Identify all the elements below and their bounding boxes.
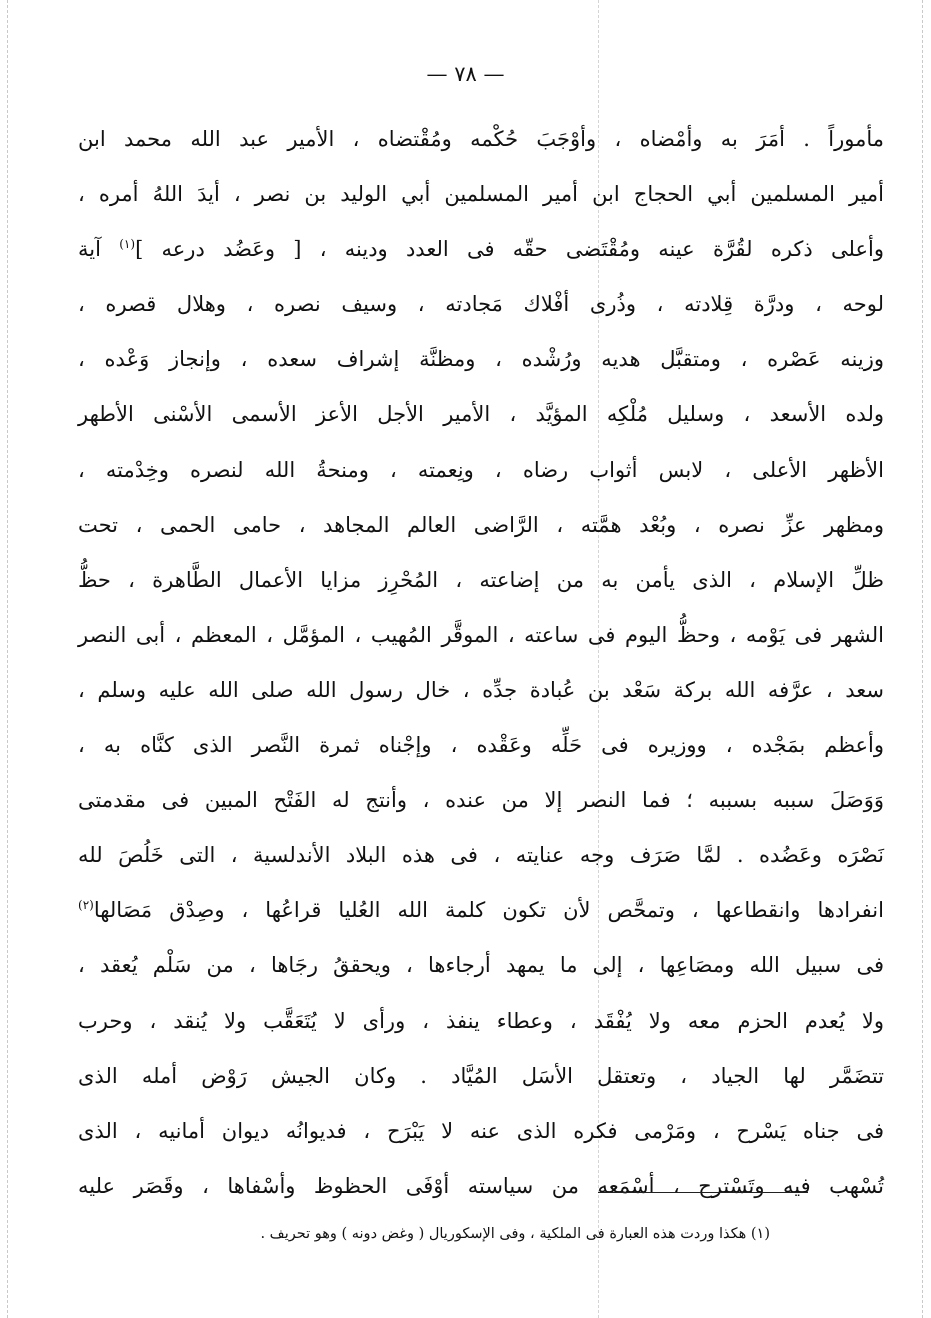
text-line: ولا يُعدم الحزم معه ولا يُفْقَد ، وعطاء ينفذ ، ورأى لا يُتَعَقَّب ولا يُنقد ، وحرب <box>78 1008 884 1033</box>
text-line: لوحه ، ودرَّة قِلادته ، وذُرى أفْلاك مَجادته ، وسيف نصره ، وهلال قصره ، <box>78 292 884 317</box>
text-line: وأعظم بمَجْده ، ووزيره فى حَلِّه وعَقْده ، وإجْناه ثمرة النَّصر الذى كنَّاه به ، <box>78 733 884 758</box>
text-line: الأظهر الأعلى ، لابس أثواب رضاه ، ونِعمته ، ومنحةُ الله لنصره وخِدْمته ، <box>78 457 884 482</box>
text-line: وَوَصَلَ سببه بسببه ؛ فما النصر إلا من عنده ، وأنتج له الفَتْح المبين فى مقدمتى <box>78 788 884 813</box>
text-line: تتضَمَّر لها الجياد ، وتعتقل الأسَل المُيَّاد . وكان الجيش رَوْض أمله الذى <box>78 1063 884 1088</box>
scan-edge-line <box>922 0 923 1318</box>
footnote-ref: (٢) <box>78 898 94 913</box>
text-line: أمير المسلمين أبي الحجاج ابن أمير المسلمين أبي الوليد بن نصر ، أيدَ اللهُ أمره ، <box>78 182 884 207</box>
text-line <box>78 883 884 938</box>
text-line: نَصْرَه وعَضُده . لمَّا صَرَف وجه عنايته ، فى هذه البلاد الأندلسية ، التى خَلُصَ لله <box>78 843 884 868</box>
text-line: ولده الأسعد ، وسليل مُلْكِه المؤيَّد ، الأمير الأجل الأعز الأسمى الأسْنى الأطهر <box>78 402 884 427</box>
text-line-main: انفرادها وانقطاعها ، وتمحَّص لأن تكون كلمة الله العُليا قراعُها ، وصِدْق مَصَالها <box>93 898 884 923</box>
text-line: فى جناه يَسْرح ، ومَرْمى فكره الذى عنه لا يَبْرَح ، فديوانُه ديوان أمانيه ، الذى <box>78 1118 884 1143</box>
text-line-main: وأعلى ذكره لقُرَّة عينه ومُقْتَضى حقّه فى العدد ودينه ، [ وعَضُد درعه ] <box>135 237 884 262</box>
text-line: ومظهر عزِّ نصره ، وبُعْد همَّته ، الرَّاضى العالم المجاهد ، حامى الحمى ، تحت <box>78 512 884 537</box>
scan-edge-line <box>7 0 8 1318</box>
text-line: وزينه عَصْره ، ومتقبَّل هديه ورُشْده ، ومظنَّة إشراف سعده ، وإنجاز وَعْده ، <box>78 347 884 372</box>
footnote-ref: (١) <box>119 237 136 252</box>
page-number: — ٧٨ — <box>426 62 505 86</box>
text-line-tail: آية <box>78 237 101 262</box>
text-line: فى سبيل الله ومصَاعِها ، إلى ما يمهد أرجاءها ، ويحققُ رجَاها ، من سَلْم يُعقد ، <box>78 953 884 978</box>
text-line <box>78 222 884 277</box>
footnote-divider <box>598 1192 808 1193</box>
text-line: ظلِّ الإسلام ، الذى يأمن به من إضاعته ، المُحْرِز مزايا الأعمال الطَّاهرة ، حظُّ <box>78 567 884 592</box>
text-line: مأموراً . أمَرَ به وأمْضاه ، وأوْجَبَ حُكْمه ومُقْتضاه ، الأمير عبد الله محمد ابن <box>78 127 884 151</box>
text-line: تُسْهب فيه وتَسْترح ، أسْمَعه من سياسته أوْفَى الحظوظ وأسْفاها ، وقَصَر عليه <box>78 1173 884 1198</box>
text-line: الشهر فى يَوْمه ، وحظُّ اليوم فى ساعته ، الموقَّر المُهيب ، المؤمَّل ، المعظم ، أبى النصر <box>78 622 884 647</box>
text-line: سعد ، عرَّفه الله بركة سَعْد بن عُبادة جدِّه ، خال رسول الله صلى الله عليه وسلم ، <box>78 677 884 702</box>
footnote: (١) هكذا وردت هذه العبارة فى الملكية ، وفى الإسكوريال ( وغض دونه ) وهو تحريف . <box>260 1226 770 1242</box>
body-text <box>78 112 884 1214</box>
